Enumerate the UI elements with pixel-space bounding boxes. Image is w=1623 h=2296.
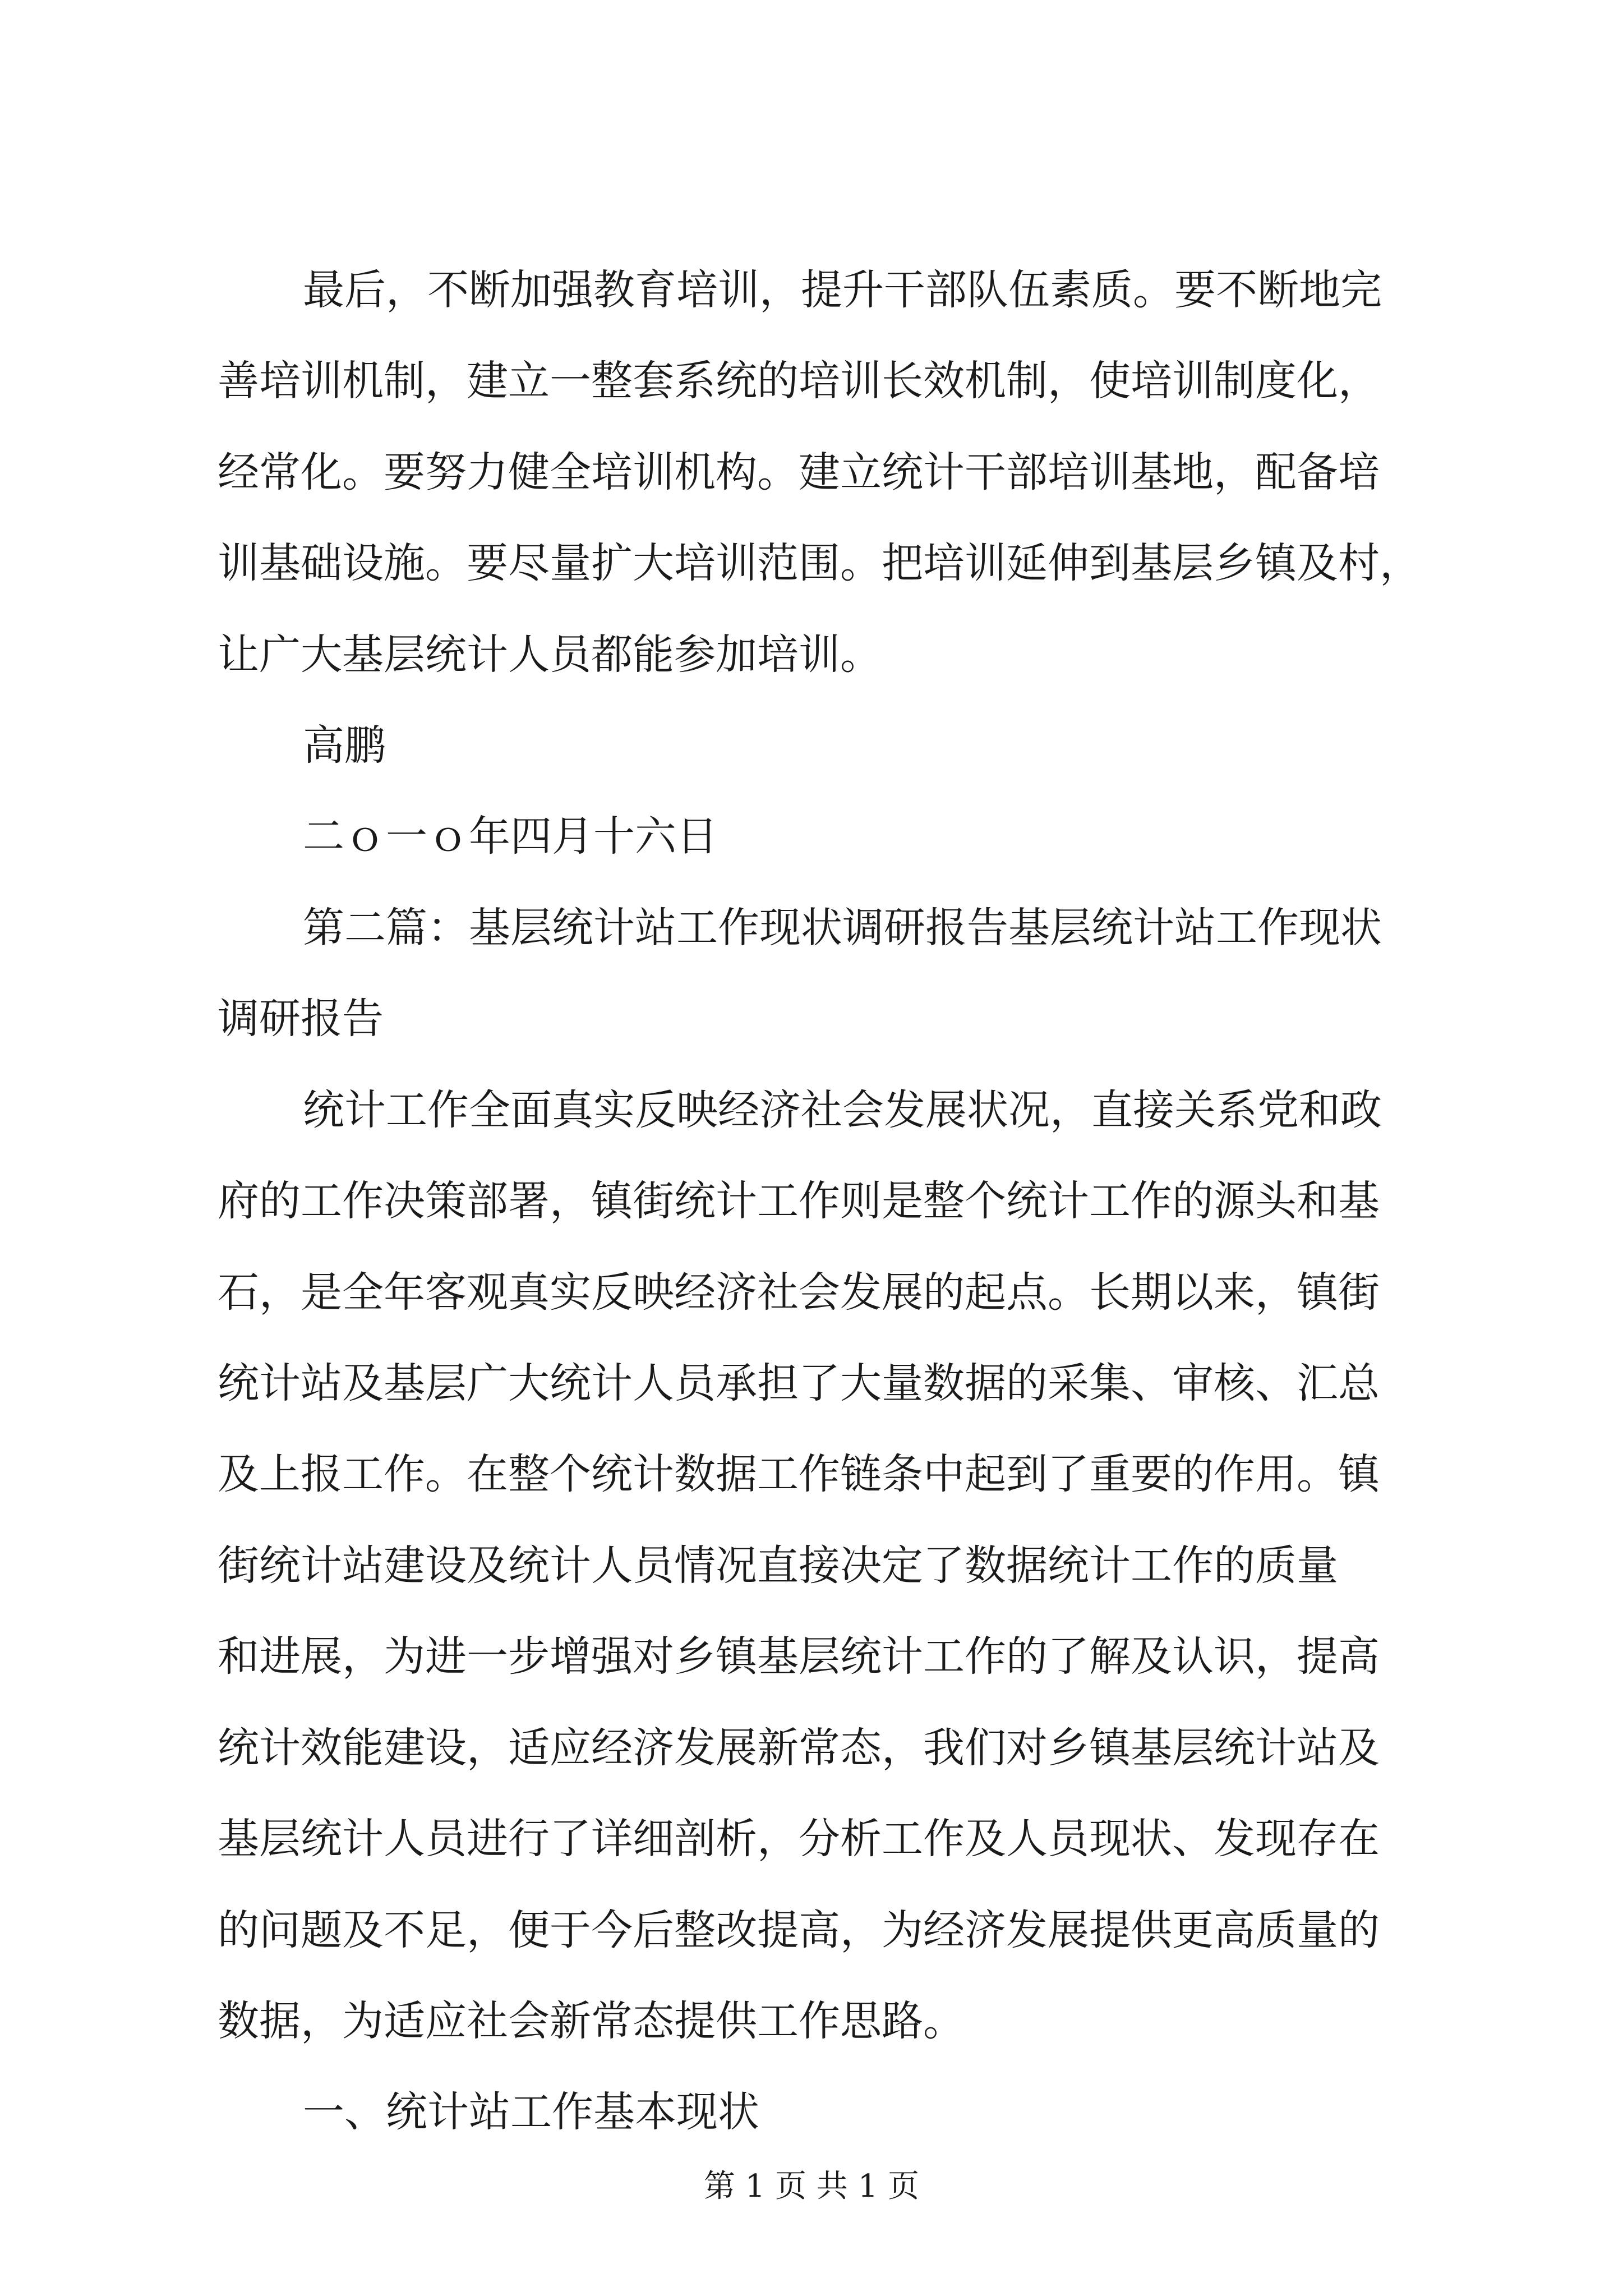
paragraph-line: 统计效能建设，适应经济发展新常态，我们对乡镇基层统计站及 xyxy=(218,1724,1380,1772)
page-footer: 第 1 页 共 1 页 xyxy=(703,2168,920,2205)
paragraph-line: 街统计站建设及统计人员情况直接决定了数据统计工作的质量 xyxy=(218,1542,1338,1590)
paragraph-line: 基层统计人员进行了详细剖析，分析工作及人员现状、发现存在 xyxy=(218,1815,1380,1863)
paragraph-line: 训基础设施。要尽量扩大培训范围。把培训延伸到基层乡镇及村， xyxy=(218,539,1421,587)
paragraph-line: 最后，不断加强教育培训，提升干部队伍素质。要不断地完 xyxy=(303,266,1382,314)
paragraph-line: 石，是全年客观真实反映经济社会发展的起点。长期以来，镇街 xyxy=(218,1268,1380,1317)
paragraph-line: 府的工作决策部署，镇街统计工作则是整个统计工作的源头和基 xyxy=(218,1177,1380,1225)
paragraph-line: 善培训机制，建立一整套系统的培训长效机制，使培训制度化， xyxy=(218,357,1380,405)
paragraph-line: 及上报工作。在整个统计数据工作链条中起到了重要的作用。镇 xyxy=(218,1450,1380,1498)
paragraph-line: 数据，为适应社会新常态提供工作思路。 xyxy=(218,1997,965,2045)
section-heading: 一、统计站工作基本现状 xyxy=(303,2088,759,2136)
date-line: 二ｏ一ｏ年四月十六日 xyxy=(303,812,718,861)
paragraph-line: 的问题及不足，便于今后整改提高，为经济发展提供更高质量的 xyxy=(218,1906,1380,1954)
section-title: 第二篇：基层统计站工作现状调研报告基层统计站工作现状 xyxy=(303,904,1382,952)
paragraph-line: 统计站及基层广大统计人员承担了大量数据的采集、审核、汇总 xyxy=(218,1359,1380,1407)
paragraph-line: 经常化。要努力健全培训机构。建立统计干部培训基地，配备培 xyxy=(218,448,1380,496)
paragraph-line: 和进展，为进一步增强对乡镇基层统计工作的了解及认识，提高 xyxy=(218,1632,1380,1681)
paragraph-line: 让广大基层统计人员都能参加培训。 xyxy=(218,631,882,679)
section-title-continued: 调研报告 xyxy=(218,995,384,1043)
author-name: 高鹏 xyxy=(303,721,386,770)
paragraph-line: 统计工作全面真实反映经济社会发展状况，直接关系党和政 xyxy=(303,1086,1382,1134)
